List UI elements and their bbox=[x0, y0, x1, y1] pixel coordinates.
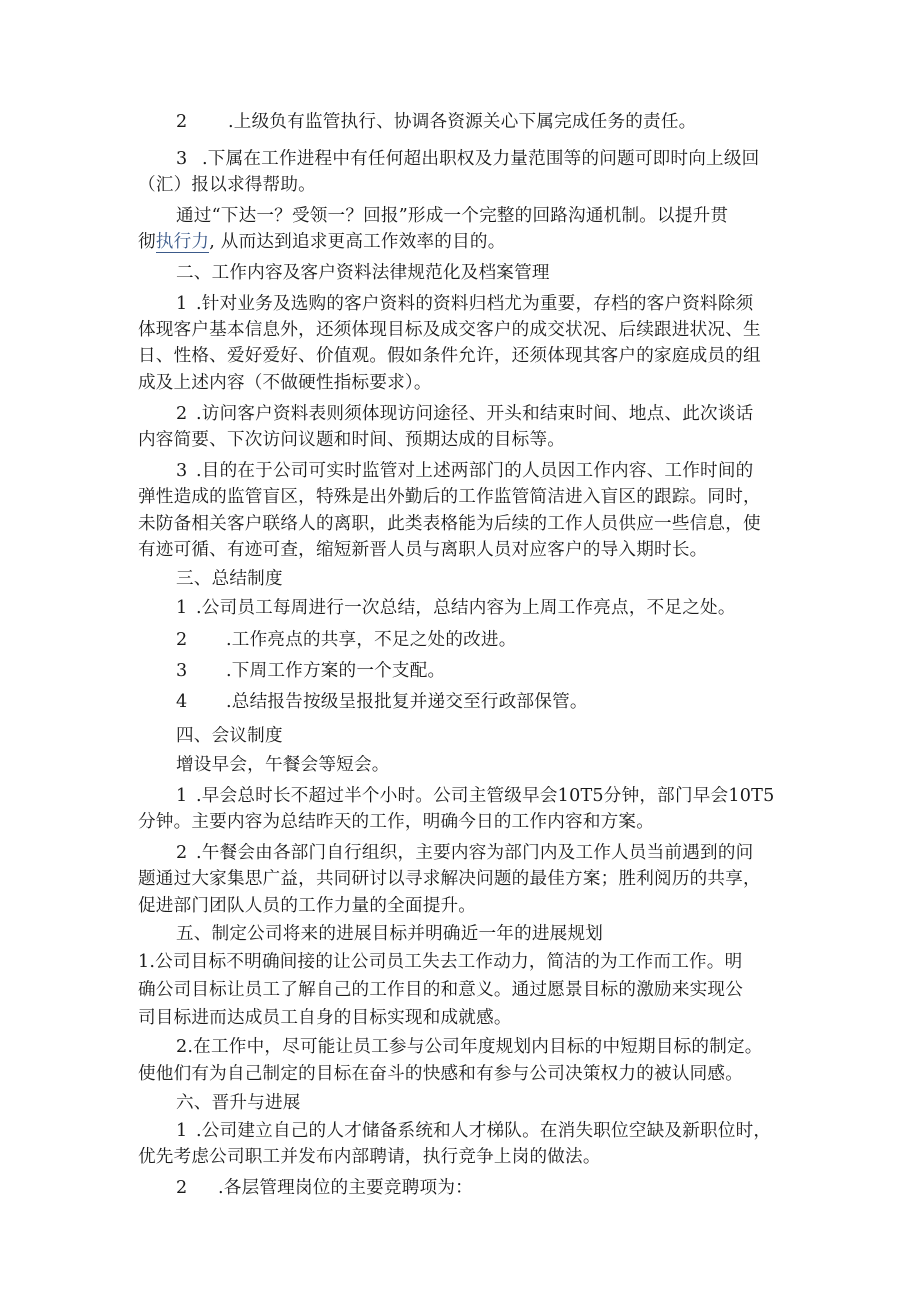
list-item: 3 .下属在工作进程中有任何超出职权及力量范围等的问题可即时向上级回 bbox=[176, 149, 760, 169]
section-heading: 五、制定公司将来的进展目标并明确近一年的进展规划 bbox=[176, 924, 604, 944]
paragraph-line: 增设早会，午餐会等短会。 bbox=[176, 755, 390, 775]
section-heading: 二、工作内容及客户资料法律规范化及档案管理 bbox=[176, 263, 550, 283]
paragraph-line: 弹性造成的监管盲区，特殊是出外勤后的工作监管简洁进入盲区的跟踪。同时， bbox=[138, 487, 761, 507]
paragraph-line: 体现客户基本信息外，还须体现目标及成交客户的成交状况、后续跟进状况、生 bbox=[138, 320, 761, 340]
paragraph-line: 内容简要、下次访问议题和时间、预期达成的目标等。 bbox=[138, 430, 566, 450]
list-item: 1 .公司建立自己的人才储备系统和人才梯队。在消失职位空缺及新职位时， bbox=[176, 1121, 772, 1141]
paragraph-line: 日、性格、爱好爱好、价值观。假如条件允许，还须体现其客户的家庭成员的组 bbox=[138, 346, 761, 366]
list-item: 2 .工作亮点的共享，不足之处的改进。 bbox=[176, 630, 517, 650]
paragraph-line: 有迹可循、有迹可查，缩短新晋人员与离职人员对应客户的导入期时长。 bbox=[138, 540, 708, 560]
paragraph-line: 题通过大家集思广益，共同研讨以寻求解决问题的最佳方案；胜利阅历的共享， bbox=[138, 869, 761, 889]
paragraph-line: 分钟。主要内容为总结昨天的工作，明确今日的工作内容和方案。 bbox=[138, 812, 655, 832]
list-item: 3 .目的在于公司可实时监管对上述两部门的人员因工作内容、工作时间的 bbox=[176, 461, 754, 481]
list-item: 3 .下周工作方案的一个支配。 bbox=[176, 661, 446, 681]
paragraph-line: （汇）报以求得帮助。 bbox=[138, 175, 316, 195]
list-item: 2 .上级负有监管执行、协调各资源关心下属完成任务的责任。 bbox=[176, 112, 697, 132]
section-heading: 六、晋升与进展 bbox=[176, 1093, 301, 1113]
paragraph-line: 通过“下达一？受领一？回报”形成一个完整的回路沟通机制。以提升贯 bbox=[176, 206, 729, 226]
paragraph-line: 优先考虑公司职工并发布内部聘请，执行竞争上岗的做法。 bbox=[138, 1147, 601, 1167]
paragraph-line: 促进部门团队人员的工作力量的全面提升。 bbox=[138, 896, 477, 916]
list-item: 2 .各层管理岗位的主要竞聘项为： bbox=[176, 1178, 473, 1198]
paragraph-line: 成及上述内容（不做硬性指标要求）。 bbox=[138, 373, 432, 393]
list-item: 1 .公司员工每周进行一次总结，总结内容为上周工作亮点，不足之处。 bbox=[176, 598, 736, 618]
list-item: 2 .午餐会由各部门自行组织，主要内容为部门内及工作人员当前遇到的问 bbox=[176, 843, 754, 863]
list-item: 4 .总结报告按级呈报批复并递交至行政部保管。 bbox=[176, 692, 588, 712]
paragraph-line: 2.在工作中，尽可能让员工参与公司年度规划内目标的中短期目标的制定。 bbox=[176, 1037, 763, 1057]
section-heading: 三、总结制度 bbox=[176, 569, 283, 589]
paragraph-line: 1.公司目标不明确间接的让公司员工失去工作动力，简洁的为工作而工作。明 bbox=[138, 952, 743, 972]
execution-link[interactable]: 执行力 bbox=[155, 232, 210, 252]
paragraph-line: 使他们有为自己制定的目标在奋斗的快感和有参与公司决策权力的被认同感。 bbox=[138, 1064, 743, 1084]
section-heading: 四、会议制度 bbox=[176, 726, 283, 746]
paragraph-line: 确公司目标让员工了解自己的工作目的和意义。通过愿景目标的激励来实现公 bbox=[138, 980, 743, 1000]
list-item: 2 .访问客户资料表则须体现访问途径、开头和结束时间、地点、此次谈话 bbox=[176, 404, 754, 424]
list-item: 1 .针对业务及选购的客户资料的资料归档尤为重要，存档的客户资料除须 bbox=[176, 294, 754, 314]
paragraph-line: 司目标进而达成员工自身的目标实现和成就感。 bbox=[138, 1008, 512, 1028]
list-item: 1 .早会总时长不超过半个小时。公司主管级早会10T5分钟，部门早会10T5 bbox=[176, 786, 775, 806]
paragraph-line: 未防备相关客户联络人的离职，此类表格能为后续的工作人员供应一些信息，使 bbox=[138, 514, 761, 534]
paragraph-line: 彻执行力, 从而达到追求更高工作效率的目的。 bbox=[138, 232, 506, 252]
